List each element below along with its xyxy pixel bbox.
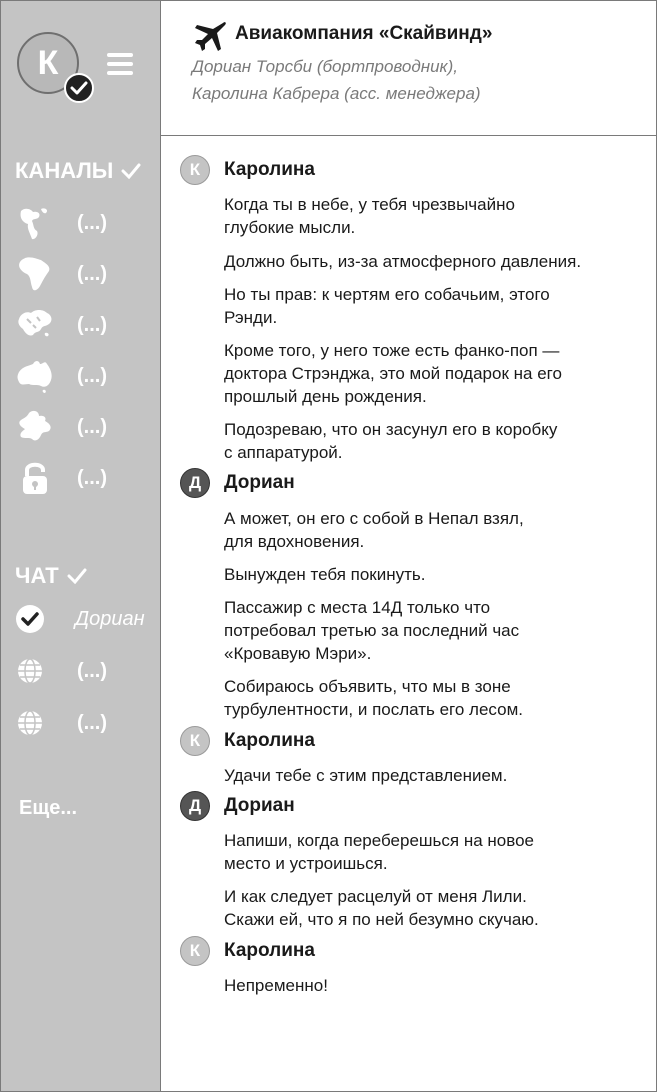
message-text: с аппаратурой. bbox=[224, 443, 343, 462]
chat-label: Дориан bbox=[75, 607, 145, 630]
author-avatar[interactable]: К bbox=[180, 726, 210, 756]
chat-label: (...) bbox=[77, 711, 107, 734]
author-avatar[interactable]: К bbox=[180, 936, 210, 966]
channel-item-europe[interactable] bbox=[15, 407, 155, 447]
message-text: Пассажир с места 14Д только что bbox=[224, 598, 491, 617]
message-text: Рэнди. bbox=[224, 308, 278, 327]
check-circle-icon bbox=[15, 599, 59, 639]
author-avatar[interactable]: Д bbox=[180, 791, 210, 821]
hamburger-menu-icon[interactable] bbox=[107, 53, 133, 75]
channel-label: (...) bbox=[77, 466, 107, 489]
chat-item-2[interactable] bbox=[15, 651, 155, 691]
message-text: Должно быть, из-за атмосферного давления. bbox=[224, 252, 582, 271]
channel-item-asia[interactable] bbox=[15, 305, 155, 345]
airplane-icon bbox=[193, 19, 227, 53]
author-name[interactable]: Дориан bbox=[224, 472, 295, 493]
message-text: Удачи тебе с этим представлением. bbox=[224, 766, 508, 785]
globe-icon bbox=[15, 651, 59, 691]
check-icon bbox=[121, 163, 141, 179]
message-text: Напиши, когда переберешься на новое bbox=[224, 831, 535, 850]
asia-map-icon bbox=[15, 305, 59, 345]
channel-item-africa[interactable] bbox=[15, 254, 155, 294]
chat-item-dorian[interactable] bbox=[15, 599, 155, 639]
channel-label: (...) bbox=[77, 364, 107, 387]
participants-line: Каролина Кабрера (асс. менеджера) bbox=[192, 84, 481, 103]
channels-title-label: КАНАЛЫ bbox=[15, 158, 114, 183]
message-text: глубокие мысли. bbox=[224, 218, 356, 237]
message-text: Собираюсь объявить, что мы в зоне bbox=[224, 677, 511, 696]
message-text: Скажи ей, что я по ней безумно скучаю. bbox=[224, 910, 539, 929]
chat-label: (...) bbox=[77, 659, 107, 682]
message-text: И как следует расцелуй от меня Лили. bbox=[224, 887, 527, 906]
channel-item-australia[interactable] bbox=[15, 356, 155, 396]
message-text: место и устроишься. bbox=[224, 854, 388, 873]
author-name[interactable]: Каролина bbox=[224, 159, 315, 180]
australia-map-icon bbox=[15, 356, 59, 396]
channel-label: (...) bbox=[77, 415, 107, 438]
message-text: Но ты прав: к чертям его собачьим, этого bbox=[224, 285, 550, 304]
chat-item-3[interactable] bbox=[15, 703, 155, 743]
globe-icon bbox=[15, 703, 59, 743]
channel-item-world[interactable] bbox=[15, 203, 155, 243]
author-avatar[interactable]: Д bbox=[180, 468, 210, 498]
message-text: «Кровавую Мэри». bbox=[224, 644, 372, 663]
author-avatar[interactable]: К bbox=[180, 155, 210, 185]
message-text: Непременно! bbox=[224, 976, 328, 995]
message-text: доктора Стрэнджа, это мой подарок на его bbox=[224, 364, 562, 383]
channel-item-private[interactable] bbox=[15, 458, 155, 498]
author-name[interactable]: Дориан bbox=[224, 795, 295, 816]
message-text: Когда ты в небе, у тебя чрезвычайно bbox=[224, 195, 515, 214]
sidebar bbox=[1, 1, 161, 1091]
chat-section-title[interactable] bbox=[15, 563, 87, 589]
channel-label: (...) bbox=[77, 262, 107, 285]
more-link[interactable]: Еще... bbox=[19, 797, 78, 819]
message-text: потребовал третью за последний час bbox=[224, 621, 520, 640]
author-name[interactable]: Каролина bbox=[224, 730, 315, 751]
lock-icon bbox=[15, 458, 59, 498]
participants-line: Дориан Торсби (бортпроводник), bbox=[192, 57, 458, 76]
africa-map-icon bbox=[15, 254, 59, 294]
check-icon bbox=[67, 568, 87, 584]
channel-title: Авиакомпания «Скайвинд» bbox=[235, 23, 493, 44]
message-text: прошлый день рождения. bbox=[224, 387, 427, 406]
message-text: Подозреваю, что он засунул его в коробку bbox=[224, 420, 558, 439]
channels-section-title[interactable] bbox=[15, 158, 141, 184]
message-text: Кроме того, у него тоже есть фанко-поп — bbox=[224, 341, 560, 360]
avatar-letter: К bbox=[37, 43, 59, 82]
chat-title-label: ЧАТ bbox=[15, 563, 59, 588]
channel-label: (...) bbox=[77, 313, 107, 336]
message-text: Вынужден тебя покинуть. bbox=[224, 565, 426, 584]
world-map-icon bbox=[15, 203, 59, 243]
message-text: для вдохновения. bbox=[224, 532, 365, 551]
channel-header bbox=[161, 1, 656, 136]
message-text: А может, он его с собой в Непал взял, bbox=[224, 509, 524, 528]
message-text: турбулентности, и послать его лесом. bbox=[224, 700, 523, 719]
channel-label: (...) bbox=[77, 211, 107, 234]
europe-map-icon bbox=[15, 407, 59, 447]
online-check-icon bbox=[64, 73, 94, 103]
author-name[interactable]: Каролина bbox=[224, 940, 315, 961]
